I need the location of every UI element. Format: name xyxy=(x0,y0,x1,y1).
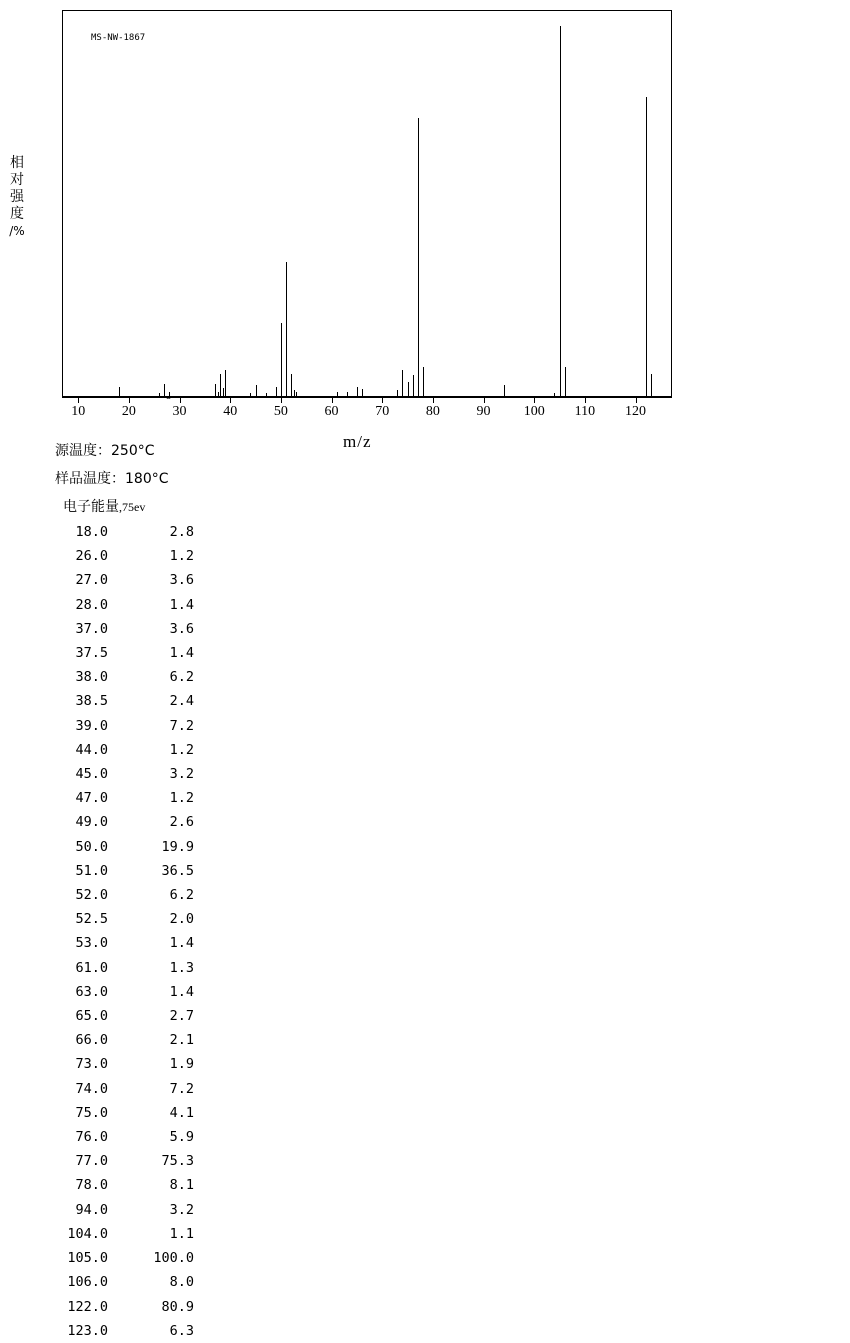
condition-electron-energy-label: 电子能量 xyxy=(63,499,119,515)
y-axis-label xyxy=(6,155,28,240)
condition-electron-energy-value: ,75ev xyxy=(119,500,146,514)
x-axis-label: m/z xyxy=(343,432,372,451)
x-tick-mark xyxy=(180,398,181,403)
y-axis-label-unit: /% xyxy=(9,224,25,238)
spectrum-peak xyxy=(215,384,216,397)
peak-mz-value: 18.0 xyxy=(75,524,108,540)
peak-intensity-value: 1.1 xyxy=(169,1225,194,1242)
peak-table xyxy=(40,520,194,1343)
peak-intensity-value: 2.4 xyxy=(169,693,194,710)
x-tick-mark xyxy=(78,398,79,403)
peak-intensity-value: 1.3 xyxy=(169,959,194,976)
x-tick-label: 20 xyxy=(121,404,136,419)
peak-intensity-value: 1.9 xyxy=(169,1056,194,1073)
peak-intensity-value: 80.9 xyxy=(161,1298,194,1315)
series-label: MS-NW-1867 xyxy=(91,33,146,43)
peak-mz-value: 122.0 xyxy=(67,1298,108,1315)
peak-mz-value: 78.0 xyxy=(75,1177,108,1194)
peak-intensity-value: 5.9 xyxy=(169,1129,194,1146)
peak-mz-value: 51.0 xyxy=(75,862,108,879)
peak-table-row xyxy=(40,883,194,907)
spectrum-peak xyxy=(565,367,566,397)
x-tick-label: 70 xyxy=(375,404,390,419)
spectrum-peak xyxy=(281,323,282,397)
x-tick-mark xyxy=(534,398,535,403)
peak-mz-value: 77.0 xyxy=(75,1153,108,1170)
peak-table-row xyxy=(40,544,194,568)
peak-mz-value: 106.0 xyxy=(67,1274,108,1291)
peak-mz-value: 52.0 xyxy=(75,887,108,904)
peak-intensity-value: 75.3 xyxy=(161,1153,194,1170)
peak-mz-value: 76.0 xyxy=(75,1129,108,1146)
peak-mz-value: 38.5 xyxy=(75,693,108,710)
peak-table-row xyxy=(40,714,194,738)
x-tick-mark xyxy=(332,398,333,403)
x-tick-mark xyxy=(129,398,130,403)
peak-table-row xyxy=(40,1222,194,1246)
y-axis-label-text: 度 xyxy=(10,206,24,222)
peak-intensity-value: 1.4 xyxy=(169,935,194,952)
peak-intensity-value: 3.2 xyxy=(169,766,194,783)
condition-electron-energy xyxy=(55,496,475,516)
peak-table-row xyxy=(40,1246,194,1270)
peak-intensity-value: 3.6 xyxy=(169,620,194,637)
peak-mz-value: 37.0 xyxy=(75,620,108,637)
x-tick-label: 80 xyxy=(425,404,440,419)
peak-intensity-value: 36.5 xyxy=(161,862,194,879)
peak-table-row xyxy=(40,762,194,786)
peak-mz-value: 45.0 xyxy=(75,766,108,783)
x-tick-label: 60 xyxy=(324,404,339,419)
peak-mz-value: 38.0 xyxy=(75,669,108,686)
peak-table-row xyxy=(40,1173,194,1197)
peak-intensity-value: 2.0 xyxy=(169,911,194,928)
peak-mz-value: 47.0 xyxy=(75,790,108,807)
x-tick-mark xyxy=(281,398,282,403)
plot-frame xyxy=(62,10,672,398)
mass-spectrum-chart xyxy=(0,0,850,470)
x-tick-label: 110 xyxy=(574,404,596,419)
peak-mz-value: 123.0 xyxy=(67,1322,108,1339)
spectrum-peak xyxy=(413,375,414,397)
peak-intensity-value: 8.1 xyxy=(169,1177,194,1194)
peak-table-row xyxy=(40,568,194,592)
peak-mz-value: 63.0 xyxy=(75,983,108,1000)
peak-intensity-value: 8.0 xyxy=(169,1274,194,1291)
spectrum-peak xyxy=(646,97,647,397)
peak-intensity-value: 2.1 xyxy=(169,1032,194,1049)
peak-table-row xyxy=(40,689,194,713)
peak-intensity-value: 6.2 xyxy=(169,669,194,686)
peak-table-row xyxy=(40,907,194,931)
peak-table-row xyxy=(40,665,194,689)
peak-mz-value: 105.0 xyxy=(67,1250,108,1267)
peak-table-row xyxy=(40,835,194,859)
peak-intensity-value: 1.2 xyxy=(169,548,194,565)
x-tick-label: 50 xyxy=(273,404,288,419)
x-tick-mark xyxy=(382,398,383,403)
peak-mz-value: 26.0 xyxy=(75,548,108,565)
peak-table-row xyxy=(40,1198,194,1222)
x-tick-label: 10 xyxy=(71,404,86,419)
peak-mz-value: 74.0 xyxy=(75,1080,108,1097)
peak-table-row xyxy=(40,931,194,955)
spectrum-peak xyxy=(408,382,409,397)
spectrum-peak xyxy=(286,262,287,397)
x-tick-mark xyxy=(484,398,485,403)
plot-area xyxy=(63,11,671,397)
baseline xyxy=(63,396,671,397)
peak-intensity-value: 2.7 xyxy=(169,1008,194,1025)
spectrum-peak xyxy=(225,370,226,397)
peak-intensity-value: 1.2 xyxy=(169,741,194,758)
peak-table-row xyxy=(40,1101,194,1125)
x-tick-mark xyxy=(230,398,231,403)
condition-sample-temperature: 样品温度：180°C xyxy=(55,471,169,487)
y-axis-label-text: 对 xyxy=(10,172,24,188)
peak-intensity-value: 4.1 xyxy=(169,1104,194,1121)
peak-intensity-value: 1.2 xyxy=(169,790,194,807)
peak-mz-value: 73.0 xyxy=(75,1056,108,1073)
peak-mz-value: 49.0 xyxy=(75,814,108,831)
spectrum-peak xyxy=(423,367,424,397)
x-tick-label: 120 xyxy=(625,404,647,419)
peak-intensity-value: 19.9 xyxy=(161,838,194,855)
spectrum-peak xyxy=(164,384,165,397)
peak-table-row xyxy=(40,1270,194,1294)
peak-intensity-value: 1.4 xyxy=(169,983,194,1000)
peak-table-row xyxy=(40,859,194,883)
spectrum-peak xyxy=(220,374,221,397)
peak-intensity-value: 1.4 xyxy=(169,596,194,613)
x-tick-label: 100 xyxy=(523,404,545,419)
peak-table-row xyxy=(40,810,194,834)
x-tick-label: 90 xyxy=(476,404,491,419)
peak-mz-value: 61.0 xyxy=(75,959,108,976)
peak-table-row xyxy=(40,617,194,641)
peak-table-row xyxy=(40,956,194,980)
peak-intensity-value: 7.2 xyxy=(169,717,194,734)
peak-mz-value: 50.0 xyxy=(75,838,108,855)
acquisition-conditions xyxy=(55,440,475,524)
spectrum-peak xyxy=(651,374,652,397)
peak-mz-value: 104.0 xyxy=(67,1225,108,1242)
peak-mz-value: 53.0 xyxy=(75,935,108,952)
x-tick-mark xyxy=(433,398,434,403)
peak-table-row xyxy=(40,1052,194,1076)
peak-mz-value: 37.5 xyxy=(75,645,108,662)
spectrum-peak xyxy=(560,26,561,397)
spectrum-peak xyxy=(418,118,419,397)
peak-table-row xyxy=(40,1004,194,1028)
peak-mz-value: 66.0 xyxy=(75,1032,108,1049)
peak-mz-value: 39.0 xyxy=(75,717,108,734)
peak-mz-value: 28.0 xyxy=(75,596,108,613)
y-axis-label-text: 相 xyxy=(10,155,24,171)
peak-mz-value: 94.0 xyxy=(75,1201,108,1218)
x-tick-label: 40 xyxy=(223,404,238,419)
peak-table-row xyxy=(40,1295,194,1319)
x-tick-label: 30 xyxy=(172,404,187,419)
y-axis-label-text: 强 xyxy=(10,189,24,205)
peak-table-row xyxy=(40,1077,194,1101)
peak-table-row xyxy=(40,1125,194,1149)
peak-table-row xyxy=(40,980,194,1004)
peak-table-row xyxy=(40,1319,194,1343)
peak-table-row xyxy=(40,593,194,617)
peak-mz-value: 65.0 xyxy=(75,1008,108,1025)
peak-intensity-value: 7.2 xyxy=(169,1080,194,1097)
peak-table-row xyxy=(40,1028,194,1052)
peak-intensity-value: 3.6 xyxy=(169,572,194,589)
peak-intensity-value: 1.4 xyxy=(169,645,194,662)
peak-mz-value: 44.0 xyxy=(75,741,108,758)
x-tick-mark xyxy=(585,398,586,403)
peak-mz-value: 27.0 xyxy=(75,572,108,589)
peak-intensity-value: 6.3 xyxy=(169,1322,194,1339)
peak-table-row xyxy=(40,641,194,665)
peak-intensity-value: 3.2 xyxy=(169,1201,194,1218)
peak-table-row xyxy=(40,738,194,762)
condition-source-temperature: 源温度：250°C xyxy=(55,443,155,459)
peak-table-row xyxy=(40,786,194,810)
spectrum-peak xyxy=(291,374,292,397)
peak-table-row xyxy=(40,1149,194,1173)
peak-intensity-value: 100.0 xyxy=(153,1250,194,1267)
x-tick-mark xyxy=(636,398,637,403)
peak-mz-value: 75.0 xyxy=(75,1104,108,1121)
peak-table-row xyxy=(40,520,194,544)
peak-mz-value: 52.5 xyxy=(75,911,108,928)
peak-intensity-value: 2.6 xyxy=(169,814,194,831)
peak-intensity-value: 6.2 xyxy=(169,887,194,904)
spectrum-peak xyxy=(402,370,403,397)
peak-intensity-value: 2.8 xyxy=(169,524,194,540)
